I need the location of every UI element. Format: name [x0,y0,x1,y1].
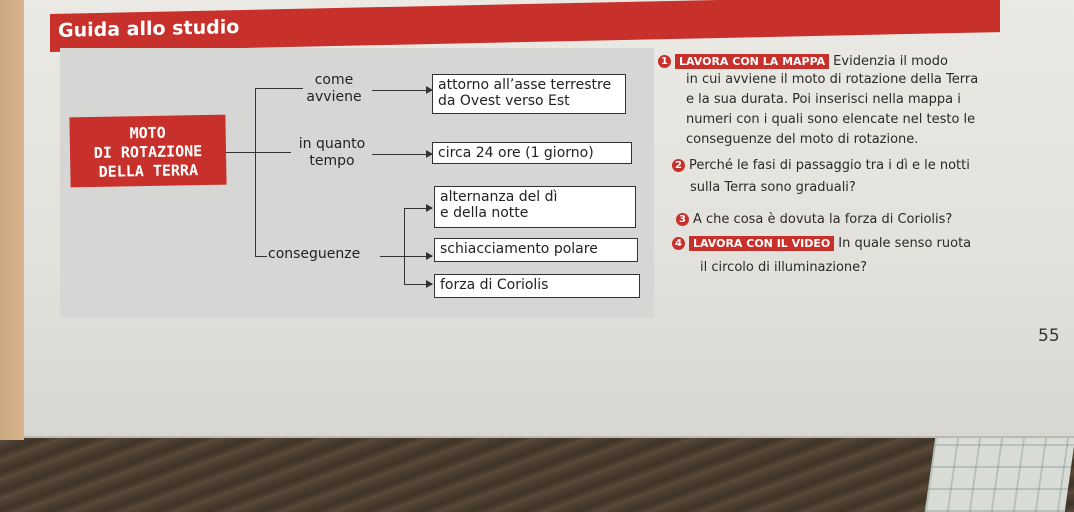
moto-line-1: MOTO [129,123,166,143]
moto-line-3: DELLA TERRA [98,161,199,181]
question-2-number: 2 [672,159,685,172]
box-tempo: circa 24 ore (1 giorno) [432,142,632,164]
branch-conseguenze: conseguenze [268,246,361,262]
q1-line-3: e la sua durata. Poi inserisci nella mappa i [686,92,961,107]
question-1 [658,52,948,72]
q2-line-2: sulla Terra sono graduali? [690,180,856,195]
q4-line-1: In quale senso ruota [838,236,972,251]
branch-come-line-1: come [314,72,354,88]
box-alternanza-line-2: e della notte [440,205,529,221]
arrow-come [372,90,432,91]
branch-tempo-line-2: tempo [309,153,355,169]
q1-line-4: numeri con i quali sono elencate nel testo le [686,112,976,127]
connector-come [255,88,303,89]
moto-line-2: DI ROTAZIONE [93,142,203,162]
branch-in-quanto-tempo [290,136,374,170]
arrow-tempo [372,154,432,155]
box-schiacciamento: schiacciamento polare [434,238,638,262]
question-3-number: 3 [676,213,689,226]
question-1-number: 1 [658,55,671,68]
connector-trunk [255,88,256,256]
arrow-alternanza [404,208,432,209]
question-2 [672,156,970,176]
connector-conseguenze [255,256,267,257]
lavora-video-tag: LAVORA CON IL VIDEO [689,236,834,251]
connector-main [226,152,256,153]
box-alternanza-line-1: alternanza del dì [440,189,558,205]
question-4-number: 4 [672,237,685,250]
connector-conseguenze-vertical [404,208,405,284]
box-asse-line-1: attorno all’asse terrestre [438,77,612,93]
lavora-mappa-tag: LAVORA CON LA MAPPA [675,54,829,69]
section-title: Guida allo studio [58,16,240,42]
connector-tempo [255,152,291,153]
box-coriolis: forza di Coriolis [434,274,640,298]
arrow-coriolis [404,284,432,285]
question-3 [676,210,952,230]
branch-come-avviene [298,72,370,106]
q4-line-2: il circolo di illuminazione? [700,260,868,275]
question-4 [672,234,971,254]
box-asse-terrestre [432,74,626,114]
q1-line-1: Evidenzia il modo [833,54,948,69]
arrow-conseguenze [380,256,432,257]
q1-line-5: conseguenze del moto di rotazione. [686,132,919,147]
page-edge [0,0,24,440]
branch-tempo-line-1: in quanto [298,136,366,152]
q2-line-1: Perché le fasi di passaggio tra i dì e le notti [689,158,970,173]
q1-line-2: in cui avviene il moto di rotazione della Terra [686,72,979,87]
branch-come-line-2: avviene [306,89,362,105]
box-asse-line-2: da Ovest verso Est [438,93,570,109]
page-number: 55 [1038,326,1060,346]
q3-line-1: A che cosa è dovuta la forza di Coriolis? [693,212,953,227]
moto-di-rotazione-node [69,115,226,188]
box-alternanza [434,186,636,228]
